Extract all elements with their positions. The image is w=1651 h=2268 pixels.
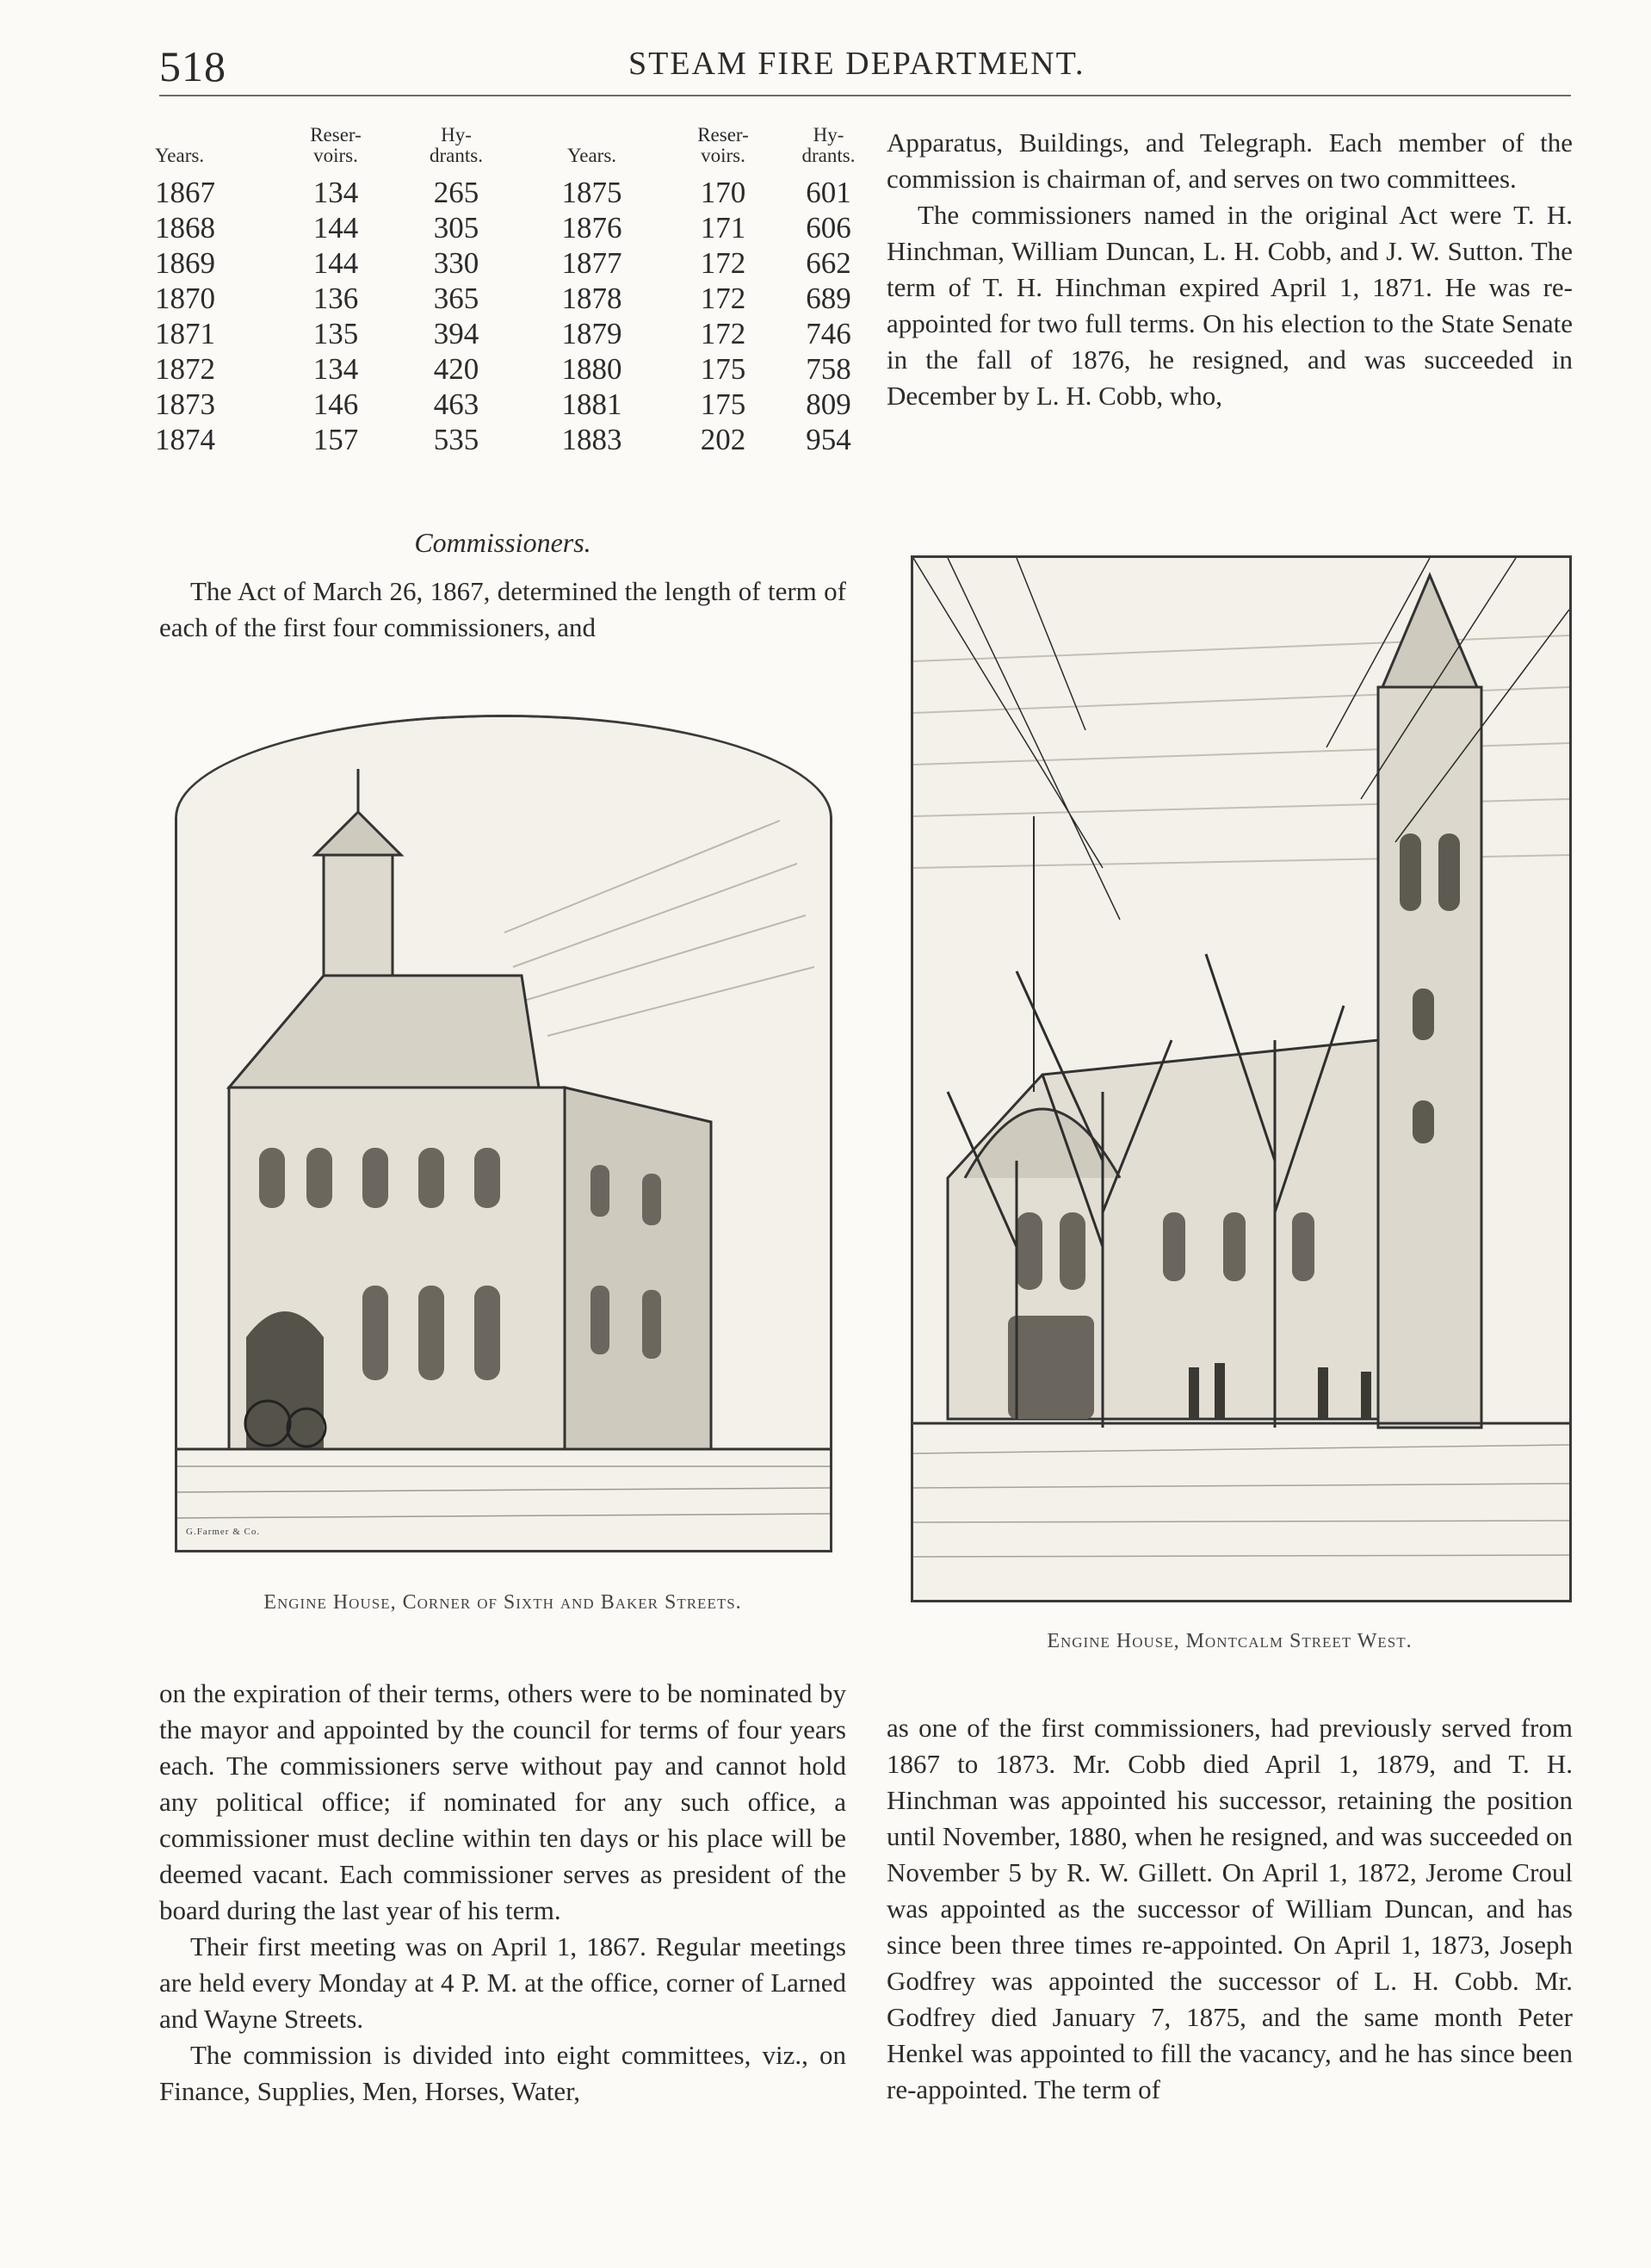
header-rule (159, 95, 1571, 96)
table-cell: 175 (700, 351, 746, 386)
page-number: 518 (159, 42, 226, 90)
table-cell: 144 (312, 210, 359, 245)
table-cell: 1876 (561, 210, 622, 245)
table-cell: 157 (312, 422, 359, 456)
table-cell: 202 (700, 422, 746, 456)
table-header-row (155, 125, 874, 175)
left-column-top (159, 573, 846, 646)
table-cell: 1872 (155, 351, 215, 386)
col-header-hydrants-2: Hy- drants. (801, 124, 856, 166)
paragraph: The commission is divided into eight committees, viz., on Finance, Supplies, Men, Horses, Water, (159, 2040, 846, 2106)
table-cell: 1874 (155, 422, 215, 456)
table-cell: 420 (433, 351, 479, 386)
section-heading: Commissioners. (414, 527, 591, 558)
table-cell: 330 (433, 245, 479, 280)
figure-caption-right: Engine House, Montcalm Street West. (1047, 1630, 1413, 1652)
table-row (155, 210, 874, 245)
table-cell: 1878 (561, 281, 622, 315)
table-cell: 305 (433, 210, 479, 245)
table-row (155, 245, 874, 281)
table-cell: 1877 (561, 245, 622, 280)
table-cell: 172 (700, 281, 746, 315)
table-cell: 1870 (155, 281, 215, 315)
engraving-engine-house-sixth-baker (175, 715, 832, 1552)
table-cell: 463 (433, 387, 479, 421)
table-cell: 136 (312, 281, 359, 315)
col-header-hydrants: Hy- drants. (430, 124, 483, 166)
col-header-reservoirs: Reser- voirs. (310, 124, 362, 166)
table-cell: 689 (806, 281, 851, 315)
figure-caption-left: Engine House, Corner of Sixth and Baker Streets. (263, 1591, 742, 1614)
table-cell: 146 (312, 387, 359, 421)
table-cell: 535 (433, 422, 479, 456)
table-cell: 606 (806, 210, 851, 245)
table-cell: 172 (700, 316, 746, 350)
col-header-years: Years. (155, 145, 205, 166)
table-cell: 1881 (561, 387, 622, 421)
table-row (155, 316, 874, 351)
reservoirs-hydrants-table (155, 125, 874, 457)
table-cell: 1869 (155, 245, 215, 280)
left-column-bottom (159, 1676, 846, 2110)
table-cell: 1883 (561, 422, 622, 456)
table-cell: 1875 (561, 175, 622, 209)
table-cell: 134 (312, 351, 359, 386)
table-cell: 394 (433, 316, 479, 350)
table-cell: 746 (806, 316, 851, 350)
paragraph: Apparatus, Buildings, and Telegraph. Each member of the commission is chairman of, and serves on two committees. (887, 127, 1573, 194)
col-header-reservoirs-2: Reser- voirs. (697, 124, 749, 166)
table-cell: 1867 (155, 175, 215, 209)
table-cell: 662 (806, 245, 851, 280)
engraving-illustration (177, 717, 830, 1550)
table-cell: 1868 (155, 210, 215, 245)
right-column-top (887, 125, 1573, 414)
engraver-signature: G.Farmer & Co. (186, 1527, 261, 1537)
table-row (155, 351, 874, 387)
table-cell: 954 (806, 422, 851, 456)
table-row (155, 175, 874, 210)
table-cell: 1873 (155, 387, 215, 421)
table-cell: 134 (312, 175, 359, 209)
table-cell: 601 (806, 175, 851, 209)
paragraph: on the expiration of their terms, others were to be nominated by the mayor and appointed by the council for terms of four years each. The commissioners serve without pay and cannot hold any political office; if nominated for any such office, a commissioner must decline within ten days or his place will be deemed vacant. Each commissioner serves as president of the board during the last year of his term. (159, 1678, 846, 1925)
table-cell: 365 (433, 281, 479, 315)
table-cell: 265 (433, 175, 479, 209)
table-cell: 1871 (155, 316, 215, 350)
table-cell: 175 (700, 387, 746, 421)
table-cell: 172 (700, 245, 746, 280)
table-row (155, 281, 874, 316)
paragraph: The Act of March 26, 1867, determined the length of term of each of the first four commissioners, and (159, 576, 846, 642)
table-cell: 171 (700, 210, 746, 245)
table-cell: 1880 (561, 351, 622, 386)
table-cell: 170 (700, 175, 746, 209)
table-cell: 809 (806, 387, 851, 421)
paragraph: as one of the first commissioners, had previously served from 1867 to 1873. Mr. Cobb died April 1, 1879, and T. H. Hinchman was appointed his successor, retaining the position until November, 1880, when he resigned, and was succeeded on November 5 by R. W. Gillett. On April 1, 1872, Jerome Croul was appointed as the successor of William Duncan, and has since been three times re-appointed. On April 1, 1873, Joseph Godfrey was appointed the successor of L. H. Cobb. Mr. Godfrey died January 7, 1875, and the same month Peter Henkel was appointed to fill the vacancy, and he has since been re-appointed. The term of (887, 1713, 1573, 2104)
table-row (155, 422, 874, 457)
table-cell: 1879 (561, 316, 622, 350)
engraving-engine-house-montcalm (911, 555, 1572, 1602)
paragraph: The commissioners named in the original Act were T. H. Hinchman, William Duncan, L. H. Cobb, and J. W. Sutton. The term of T. H. Hinchman expired April 1, 1871. He was re-appointed for two full terms. On his election to the State Senate in the fall of 1876, he resigned, and was succeeded in December by L. H. Cobb, who, (887, 200, 1573, 411)
paragraph: Their first meeting was on April 1, 1867. Regular meetings are held every Monday at 4 P. M. at the office, corner of Larned and Wayne Streets. (159, 1931, 846, 2034)
table-cell: 135 (312, 316, 359, 350)
right-column-bottom (887, 1710, 1573, 2108)
table-row (155, 387, 874, 422)
table-cell: 144 (312, 245, 359, 280)
col-header-years-2: Years. (566, 145, 617, 166)
running-title: STEAM FIRE DEPARTMENT. (628, 46, 1085, 82)
table-cell: 758 (806, 351, 851, 386)
engraving-illustration (913, 558, 1569, 1600)
